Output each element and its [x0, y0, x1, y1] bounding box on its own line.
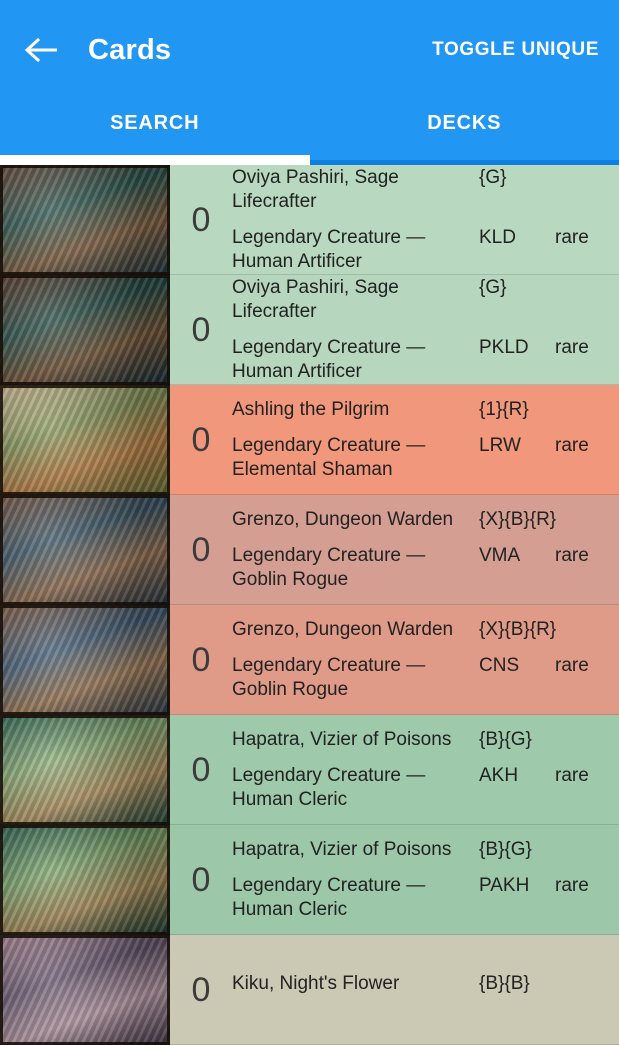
card-rarity: rare — [555, 874, 619, 898]
card-quantity: 0 — [170, 495, 232, 605]
card-set-info — [479, 764, 619, 788]
card-art-thumbnail[interactable] — [0, 935, 170, 1045]
card-type-line: Legendary Creature — Human Artificer — [232, 226, 479, 274]
card-name-row — [232, 972, 619, 996]
card-name: Grenzo, Dungeon Warden — [232, 508, 479, 532]
card-rarity: rare — [555, 544, 619, 568]
card-name: Grenzo, Dungeon Warden — [232, 618, 479, 642]
card-quantity: 0 — [170, 605, 232, 715]
card-art-border — [0, 935, 170, 1045]
card-quantity: 0 — [170, 715, 232, 825]
toggle-unique-button[interactable]: TOGGLE UNIQUE — [422, 31, 605, 69]
card-art-thumbnail[interactable] — [0, 715, 170, 825]
card-name: Hapatra, Vizier of Poisons — [232, 728, 479, 752]
card-text-block — [232, 825, 619, 935]
card-name: Kiku, Night's Flower — [232, 972, 479, 996]
card-list-item[interactable] — [0, 605, 619, 715]
card-list-item[interactable] — [0, 495, 619, 605]
card-art-border — [0, 495, 170, 605]
card-type-row — [232, 874, 619, 922]
card-row-body — [170, 715, 619, 825]
card-set-info — [479, 874, 619, 898]
card-quantity: 0 — [170, 275, 232, 385]
card-type-line: Legendary Creature — Human Cleric — [232, 764, 479, 812]
card-quantity: 0 — [170, 935, 232, 1045]
card-set-info — [479, 544, 619, 568]
card-type-row — [232, 226, 619, 274]
card-art-border — [0, 385, 170, 495]
card-rarity: rare — [555, 434, 619, 458]
card-row-body — [170, 935, 619, 1045]
card-set-code: PKLD — [479, 336, 555, 360]
card-row-body — [170, 605, 619, 715]
card-name-row — [232, 618, 619, 642]
card-list-item[interactable] — [0, 275, 619, 385]
card-text-block — [232, 165, 619, 275]
card-art-border — [0, 275, 170, 385]
card-set-info — [479, 654, 619, 678]
card-text-block — [232, 715, 619, 825]
card-text-block — [232, 935, 619, 1045]
card-art-border — [0, 605, 170, 715]
card-art-thumbnail[interactable] — [0, 275, 170, 385]
card-text-block — [232, 605, 619, 715]
card-row-body — [170, 165, 619, 275]
card-name: Ashling the Pilgrim — [232, 398, 479, 422]
card-rarity: rare — [555, 764, 619, 788]
card-set-code: KLD — [479, 226, 555, 250]
tab-decks[interactable]: DECKS — [310, 86, 619, 160]
card-list[interactable] — [0, 165, 619, 1045]
card-row-body — [170, 495, 619, 605]
tab-search[interactable]: SEARCH — [0, 86, 310, 160]
card-name-row — [232, 166, 619, 214]
card-name-row — [232, 838, 619, 862]
card-type-line: Legendary Creature — Goblin Rogue — [232, 544, 479, 592]
card-type-line: Legendary Creature — Human Artificer — [232, 336, 479, 384]
app-bar — [0, 0, 619, 160]
card-list-item[interactable] — [0, 165, 619, 275]
arrow-left-icon[interactable] — [14, 22, 70, 78]
card-set-code: LRW — [479, 434, 555, 458]
card-type-line: Legendary Creature — Human Cleric — [232, 874, 479, 922]
card-row-body — [170, 825, 619, 935]
card-quantity: 0 — [170, 385, 232, 495]
card-list-item[interactable] — [0, 385, 619, 495]
card-mana-cost: {X}{B}{R} — [479, 508, 619, 532]
card-list-item[interactable] — [0, 715, 619, 825]
card-mana-cost: {B}{B} — [479, 972, 619, 996]
card-type-line: Legendary Creature — Goblin Rogue — [232, 654, 479, 702]
card-name-row — [232, 398, 619, 422]
card-set-code: AKH — [479, 764, 555, 788]
card-mana-cost: {1}{R} — [479, 398, 619, 422]
card-set-code: PAKH — [479, 874, 555, 898]
card-art-border — [0, 825, 170, 935]
card-row-body — [170, 275, 619, 385]
card-type-line: Legendary Creature — Elemental Shaman — [232, 434, 479, 482]
card-quantity: 0 — [170, 165, 232, 275]
card-rarity: rare — [555, 226, 619, 250]
tab-bar — [0, 86, 619, 160]
card-text-block — [232, 495, 619, 605]
card-name-row — [232, 728, 619, 752]
card-set-info — [479, 226, 619, 250]
card-type-row — [232, 544, 619, 592]
card-art-thumbnail[interactable] — [0, 605, 170, 715]
card-art-thumbnail[interactable] — [0, 825, 170, 935]
card-type-row — [232, 336, 619, 384]
card-art-thumbnail[interactable] — [0, 495, 170, 605]
page-title: Cards — [88, 34, 422, 67]
card-row-body — [170, 385, 619, 495]
card-mana-cost: {B}{G} — [479, 838, 619, 862]
card-text-block — [232, 275, 619, 385]
card-rarity: rare — [555, 336, 619, 360]
card-type-row — [232, 654, 619, 702]
card-mana-cost: {X}{B}{R} — [479, 618, 619, 642]
card-quantity: 0 — [170, 825, 232, 935]
card-set-code: CNS — [479, 654, 555, 678]
card-list-item[interactable] — [0, 935, 619, 1045]
card-mana-cost: {G} — [479, 276, 619, 300]
card-art-thumbnail[interactable] — [0, 165, 170, 275]
card-text-block — [232, 385, 619, 495]
card-art-border — [0, 715, 170, 825]
card-name: Oviya Pashiri, Sage Lifecrafter — [232, 166, 479, 214]
card-list-item[interactable] — [0, 825, 619, 935]
card-name-row — [232, 276, 619, 324]
card-type-row — [232, 434, 619, 482]
card-set-code: VMA — [479, 544, 555, 568]
card-mana-cost: {B}{G} — [479, 728, 619, 752]
card-set-info — [479, 434, 619, 458]
app-bar-top — [0, 14, 619, 86]
card-set-info — [479, 336, 619, 360]
card-name-row — [232, 508, 619, 532]
card-name: Hapatra, Vizier of Poisons — [232, 838, 479, 862]
card-art-border — [0, 165, 170, 275]
card-mana-cost: {G} — [479, 166, 619, 190]
card-art-thumbnail[interactable] — [0, 385, 170, 495]
card-rarity: rare — [555, 654, 619, 678]
card-type-row — [232, 764, 619, 812]
card-name: Oviya Pashiri, Sage Lifecrafter — [232, 276, 479, 324]
